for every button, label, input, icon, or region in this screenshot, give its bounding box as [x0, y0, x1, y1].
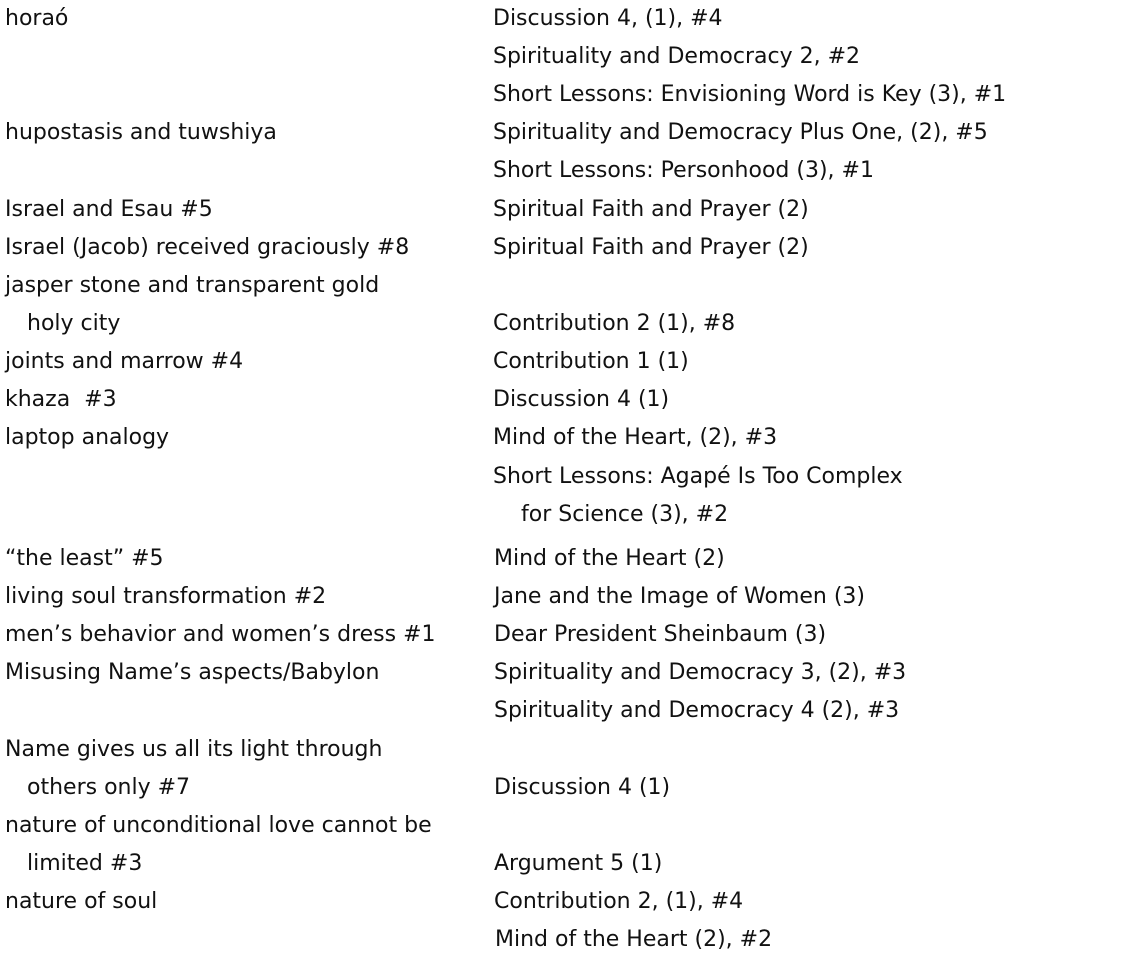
- index-reference: Argument 5 (1): [494, 851, 663, 876]
- index-term: Israel (Jacob) received graciously #8: [5, 235, 410, 260]
- index-reference: Contribution 2, (1), #4: [494, 889, 744, 914]
- index-term: khaza #3: [5, 387, 117, 412]
- index-reference: Contribution 1 (1): [493, 349, 689, 374]
- index-reference: Discussion 4 (1): [494, 775, 671, 800]
- index-reference: Short Lessons: Agapé Is Too Complex: [493, 464, 903, 489]
- index-reference: Jane and the Image of Women (3): [494, 584, 866, 609]
- index-reference: Discussion 4, (1), #4: [493, 6, 723, 31]
- index-term: nature of unconditional love cannot be: [5, 813, 432, 838]
- index-reference: Discussion 4 (1): [493, 387, 670, 412]
- index-reference: Mind of the Heart (2): [494, 546, 725, 571]
- index-term: living soul transformation #2: [5, 584, 327, 609]
- index-term-continuation: others only #7: [27, 775, 191, 800]
- index-term-continuation: holy city: [27, 311, 121, 336]
- index-reference: Spirituality and Democracy Plus One, (2), #5: [493, 120, 988, 145]
- index-term: Israel and Esau #5: [5, 197, 213, 222]
- index-term: Name gives us all its light through: [5, 737, 383, 762]
- index-term-continuation: limited #3: [27, 851, 143, 876]
- index-reference: Short Lessons: Envisioning Word is Key (3), #1: [493, 82, 1007, 107]
- index-term: nature of soul: [5, 889, 158, 914]
- index-term: men’s behavior and women’s dress #1: [5, 622, 436, 647]
- index-reference: Short Lessons: Personhood (3), #1: [493, 158, 874, 183]
- index-term: laptop analogy: [5, 425, 170, 450]
- index-term: Misusing Name’s aspects/Babylon: [5, 660, 380, 685]
- index-reference: Contribution 2 (1), #8: [493, 311, 736, 336]
- index-term: “the least” #5: [5, 546, 164, 571]
- index-term: hupostasis and tuwshiya: [5, 120, 277, 145]
- index-term: joints and marrow #4: [5, 349, 244, 374]
- index-reference: Mind of the Heart, (2), #3: [493, 425, 778, 450]
- index-reference: Spirituality and Democracy 4 (2), #3: [494, 698, 900, 723]
- index-reference: Spirituality and Democracy 3, (2), #3: [494, 660, 907, 685]
- index-reference: Spirituality and Democracy 2, #2: [493, 44, 861, 69]
- index-reference: Dear President Sheinbaum (3): [494, 622, 827, 647]
- index-term: horaó: [5, 6, 69, 31]
- index-reference: Mind of the Heart (2), #2: [495, 927, 773, 952]
- index-reference: Spiritual Faith and Prayer (2): [493, 235, 809, 260]
- index-reference-continuation: for Science (3), #2: [521, 502, 729, 527]
- index-term: jasper stone and transparent gold: [5, 273, 380, 298]
- index-reference: Spiritual Faith and Prayer (2): [493, 197, 809, 222]
